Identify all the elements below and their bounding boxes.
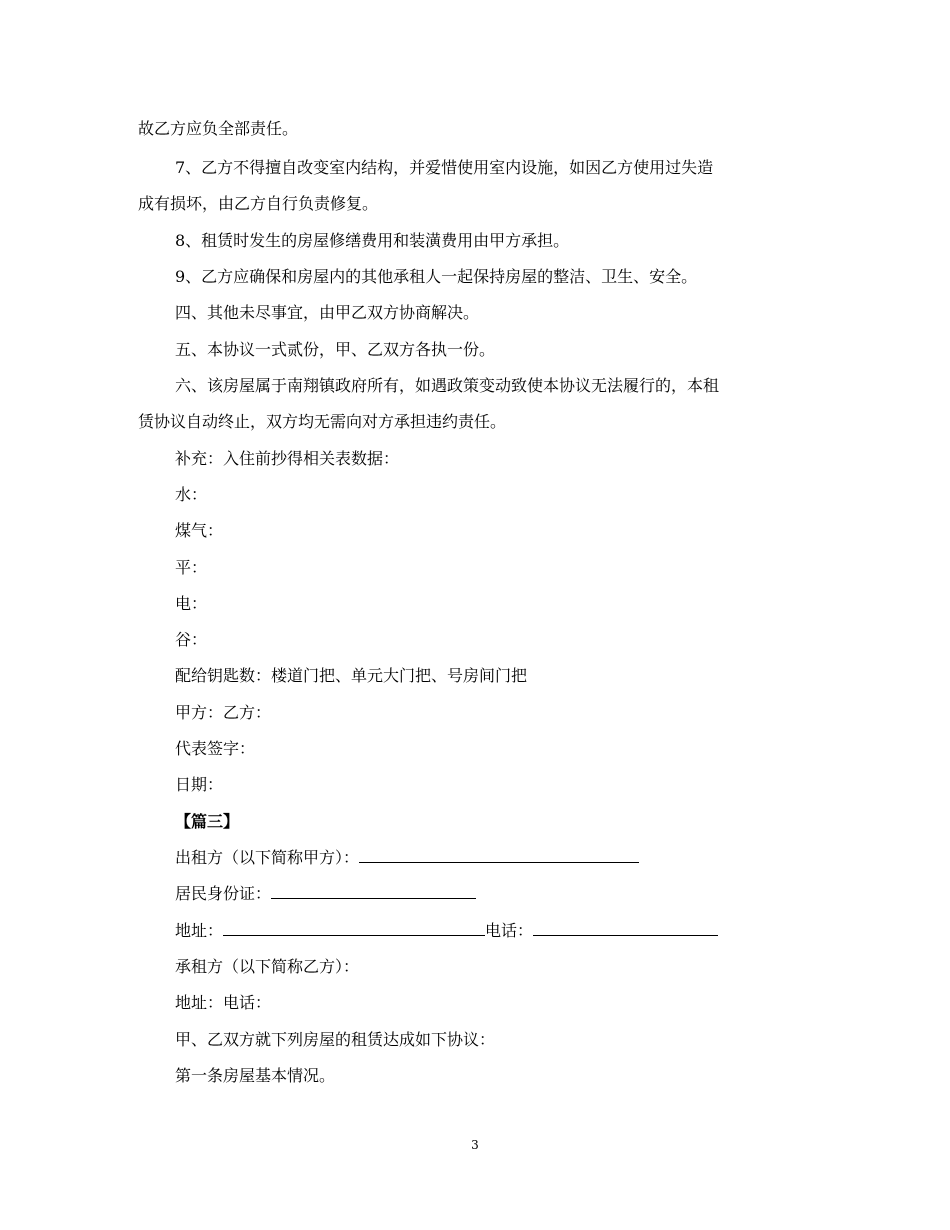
text-line: 平： bbox=[175, 558, 208, 577]
text-line: 四、其他未尽事宜，由甲乙双方协商解决。 bbox=[175, 303, 480, 322]
text-line: 故乙方应负全部责任。 bbox=[138, 119, 299, 138]
text-line: 电： bbox=[175, 594, 208, 613]
text-line: 甲、乙双方就下列房屋的租赁达成如下协议： bbox=[175, 1030, 496, 1049]
text-line: 补充：入住前抄得相关表数据： bbox=[175, 449, 400, 468]
text-line: 成有损坏，由乙方自行负责修复。 bbox=[138, 194, 379, 213]
text-line: 六、该房屋属于南翔镇政府所有，如遇政策变动致使本协议无法履行的，本租 bbox=[175, 376, 720, 395]
lessor-label: 出租方（以下简称甲方）： bbox=[175, 848, 360, 867]
text-line: 赁协议自动终止，双方均无需向对方承担违约责任。 bbox=[138, 412, 507, 431]
text-line: 煤气： bbox=[175, 521, 224, 540]
text-line: 第一条房屋基本情况。 bbox=[175, 1066, 336, 1085]
id-card-line bbox=[175, 884, 476, 904]
text-line: 谷： bbox=[175, 630, 208, 649]
text-line: 7、乙方不得擅自改变室内结构，并爱惜使用室内设施，如因乙方使用过失造 bbox=[175, 158, 714, 177]
text-line: 五、本协议一式贰份，甲、乙双方各执一份。 bbox=[175, 340, 496, 359]
phone-blank bbox=[533, 921, 718, 936]
phone-label: 电话： bbox=[485, 921, 534, 940]
text-line: 8、租赁时发生的房屋修缮费用和装潢费用由甲方承担。 bbox=[175, 231, 570, 250]
text-line: 代表签字： bbox=[175, 739, 256, 758]
address-blank bbox=[223, 921, 485, 936]
text-line: 地址：电话： bbox=[175, 993, 272, 1012]
id-card-label: 居民身份证： bbox=[175, 884, 272, 903]
id-card-blank bbox=[271, 884, 476, 899]
address-label: 地址： bbox=[175, 921, 224, 940]
address-phone-line bbox=[175, 921, 718, 941]
text-line: 承租方（以下简称乙方）： bbox=[175, 957, 360, 976]
text-line: 配给钥匙数：楼道门把、单元大门把、号房间门把 bbox=[175, 666, 528, 685]
text-line: 甲方：乙方： bbox=[175, 703, 272, 722]
lessor-blank bbox=[359, 848, 639, 863]
page-number: 3 bbox=[471, 1138, 479, 1152]
text-line: 9、乙方应确保和房屋内的其他承租人一起保持房屋的整洁、卫生、安全。 bbox=[175, 267, 698, 286]
text-line: 日期： bbox=[175, 775, 224, 794]
section-heading: 【篇三】 bbox=[175, 812, 240, 831]
lessor-line bbox=[175, 848, 639, 868]
text-line: 水： bbox=[175, 485, 208, 504]
